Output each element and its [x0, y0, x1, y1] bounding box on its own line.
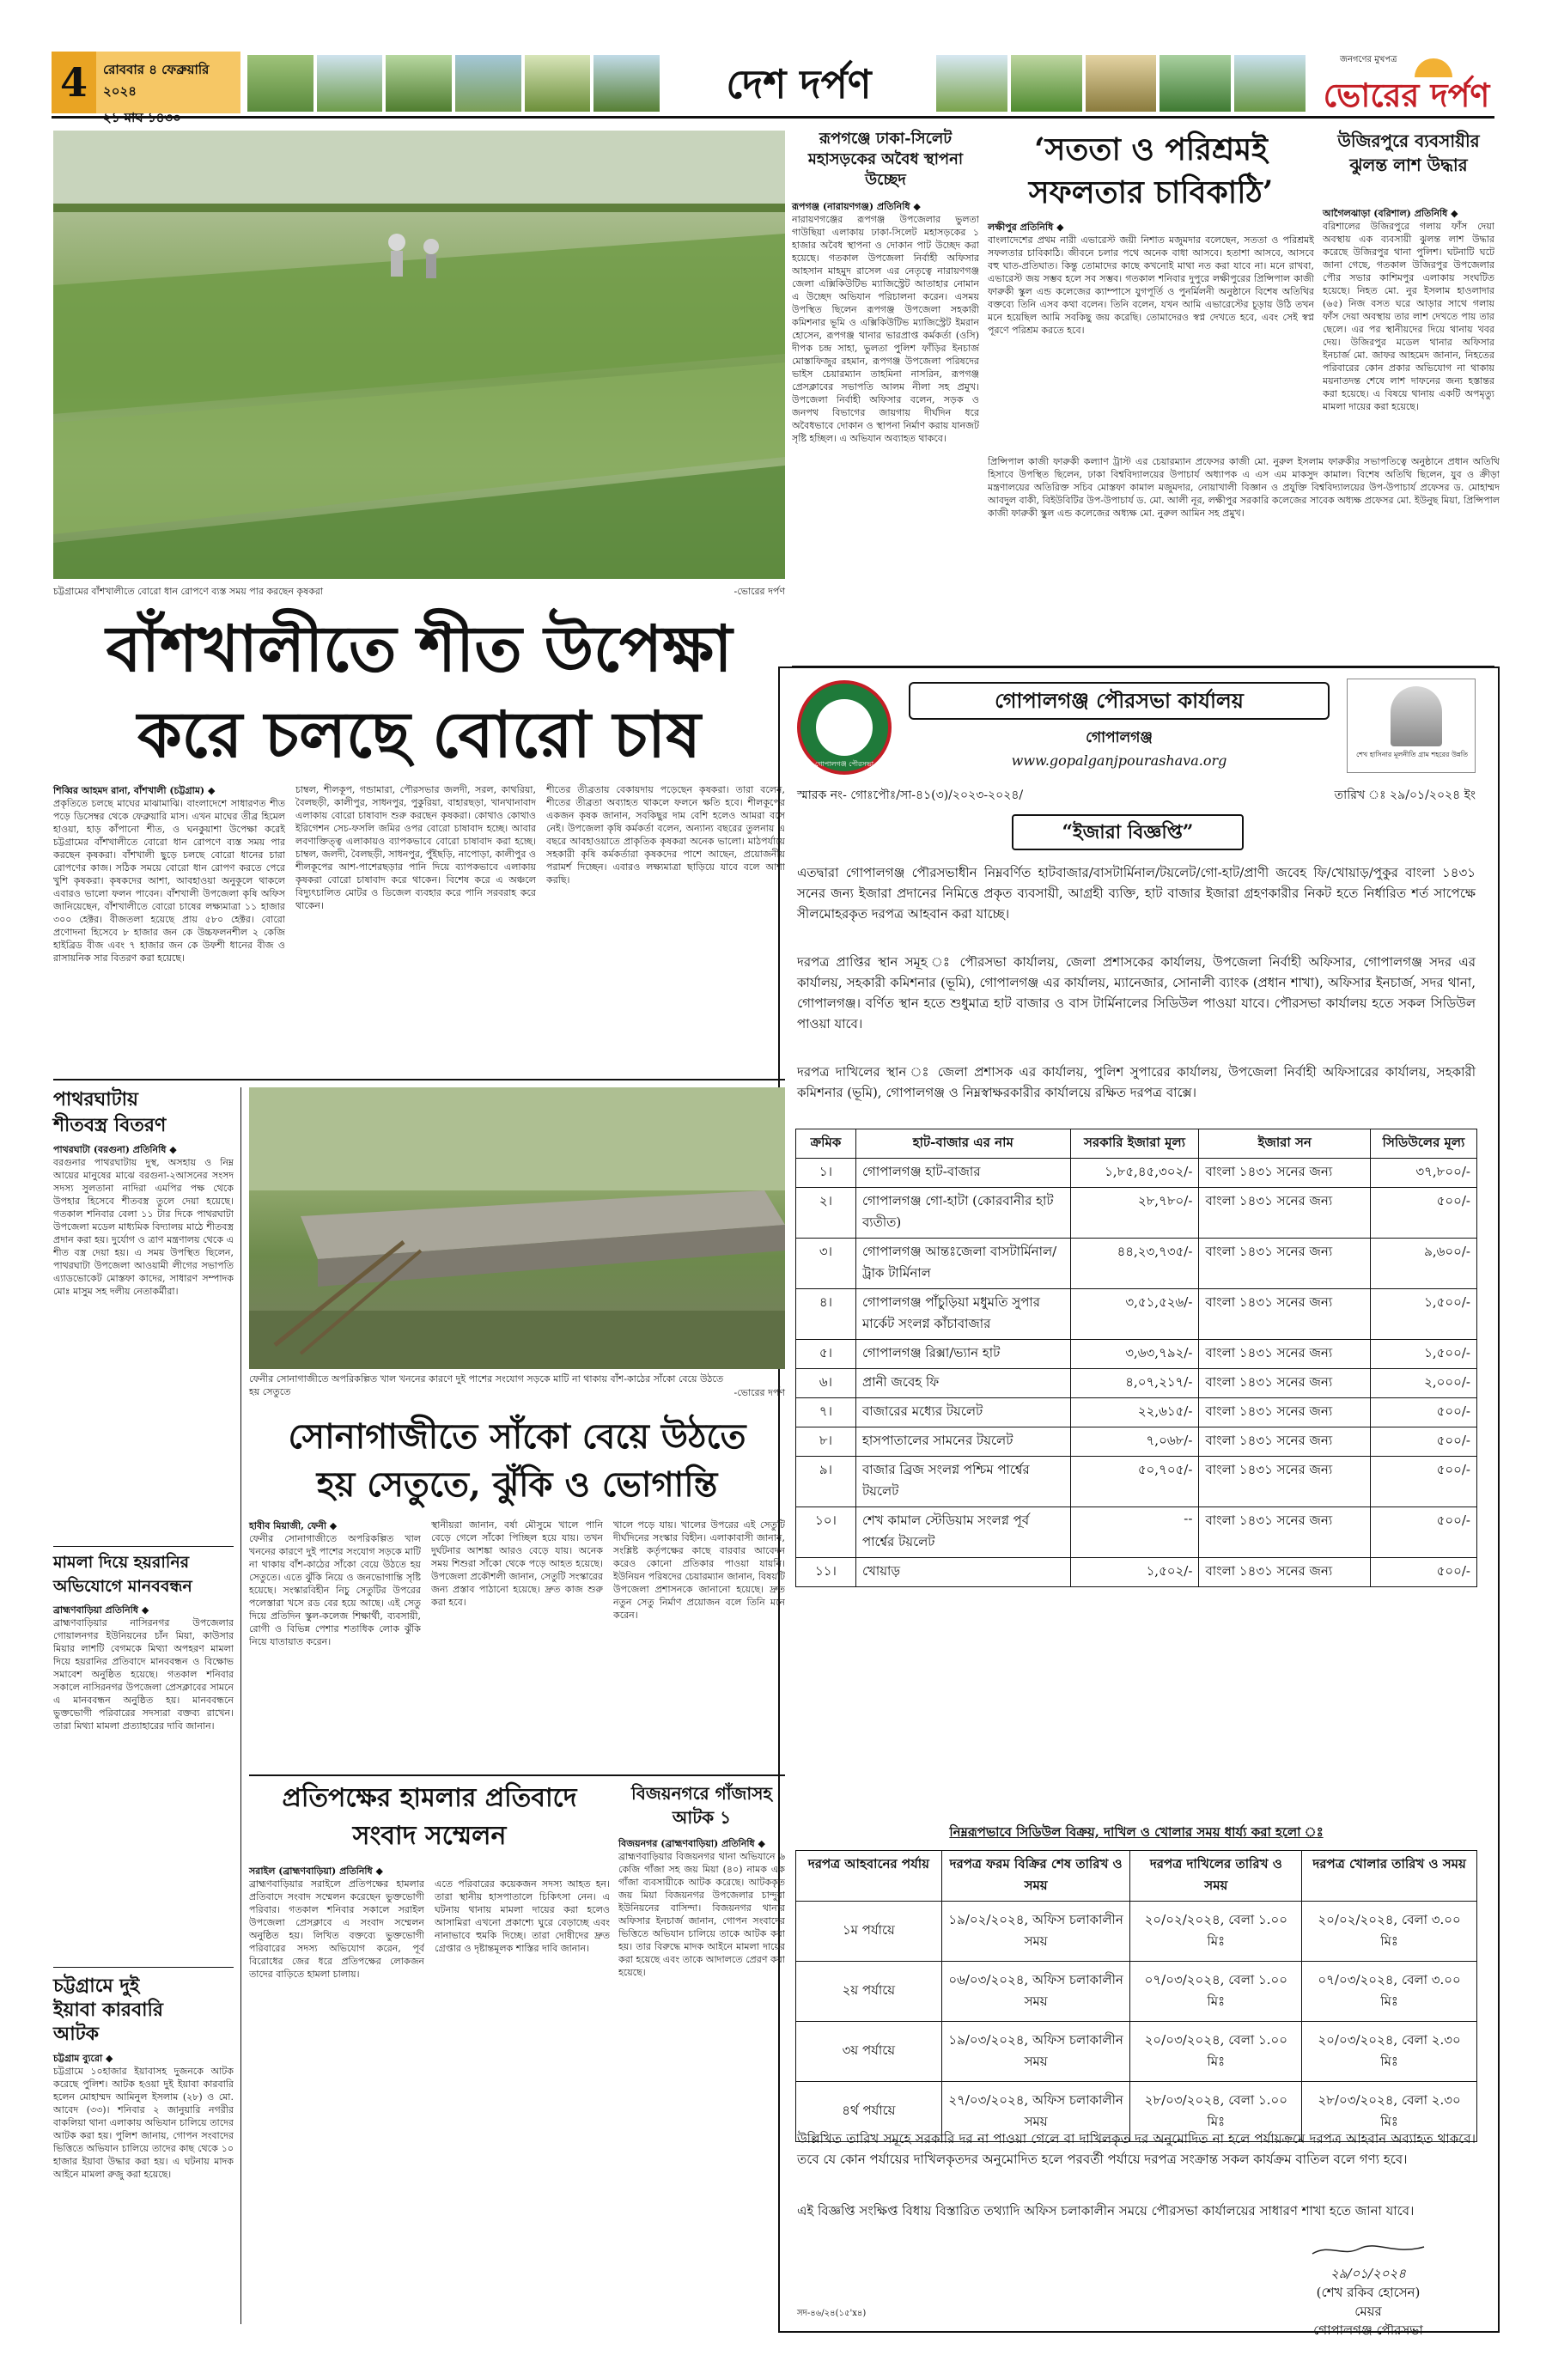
table-header-row: [796, 1129, 1477, 1159]
sotota-body-b: প্রিন্সিপাল কাজী ফারুকী কল্যাণ ট্রাস্ট এর চেয়ারম্যান প্রফেসর কাজী মো. নুরুল ইসলাম ফারুকীর সভাপতিত্বে অনুষ্ঠানে প্রধান অতিথি হিসাবে উপস্থিত ছিলেন, ঢাকা বিশ্ববিদ্যালয়ের উপাচার্য অধ্যাপক এ এস এম মাকসুদ কামাল। বিশেষ অতিথি ছিলেন, যুব ও ক্রীড়া মন্ত্রণালয়ের অতিরিক্ত সচিব মোস্তফা কামাল মজুমদার, নোয়াখালী বিজ্ঞান ও প্রযুক্তি বিশ্ববিদ্যালয়ের উপ-উপাচার্য প্রফেসর ড. মোহাম্মদ আবদুল বাকী, বিইউবিটির উপ-উপাচার্য ড. মো. আলী নূর, লক্ষীপুর সরকারি কলেজের সাবেক অধ্যক্ষ প্রফেসর মো. ইউনুছ মিয়া, প্রিন্সিপাল কাজী ফারুকী স্কুল এন্ড কলেজের অধ্যক্ষ মো. নুরুল আমিন সহ প্রমুখ।: [988, 456, 1500, 519]
table-cell: ৩য় পর্যায়ে: [796, 2022, 942, 2082]
sonagazi-photo-credit: -ভোরের দর্পণ: [733, 1387, 785, 1398]
protipokkho-headline-line1: প্রতিপক্ষের হামলার প্রতিবাদে: [282, 1783, 577, 1813]
sonagazi-headline-line1: সোনাগাজীতে সাঁকো বেয়ে উঠতে: [288, 1416, 746, 1457]
ujirpur-headline: উজিরপুরে ব্যবসায়ীর ঝুলন্ত লাশ উদ্ধার: [1337, 131, 1480, 175]
paper-logo: [1318, 65, 1494, 112]
table-cell: ২২,৬১৫/-: [1070, 1398, 1199, 1427]
tagline: জনগণের মুখপত্র: [1340, 55, 1397, 64]
sonagazi-body-col1: ফেনীর সোনাগাজীতে অপরিকল্পিত খাল খননের কারণে দুই পাশের সংযোগ সড়কে মাটি না থাকায় বাঁশ-কাঠের সাঁকো বেয়ে উঠতে হয় সেতুতে। এতে ঝুঁকি নিয়ে ও জনভোগান্তি সৃষ্টি হয়েছে। সংস্কারবিহীন নিচু সেতুটির উপরের পলেস্তারা খসে রড বের হয়ে আছে। এই সেতু দিয়ে প্রতিদিন স্কুল-কলেজ শিক্ষার্থী, ব্যবসায়ী, রোগী ও বিভিন্ন পেশার শতাধিক লোক ঝুঁকি নিয়ে যাতায়াত করেন।: [249, 1533, 421, 1647]
col-header: ইজারা সন: [1199, 1129, 1371, 1159]
table-cell: বাংলা ১৪৩১ সনের জন্য: [1199, 1457, 1371, 1507]
table-cell: ৫০০/-: [1371, 1507, 1477, 1558]
signer-org: গোপালগঞ্জ পৌরসভা: [1313, 2322, 1423, 2338]
pathorghata-body: বরগুনার পাথরঘাটায় দুস্থ, অসহায় ও নিম্ন আয়ের মানুষের মাঝে বরগুনা-২আসনের সংসদ সদস্য সুলতানা নাদিরা এমপির পক্ষ থেকে উপহার হিসেবে শীতবস্ত্র তুলে দেয়া হয়েছে। গতকাল শনিবার বেলা ১১ টার দিকে পাথরঘাটা উপজেলা মডেল মাধ্যমিক বিদ্যালয় মাঠে শীতবস্ত্র প্রদান করা হয়। দুর্যোগ ও ত্রাণ মন্ত্রণালয় থেকে এ শীত বস্ত্র দেয়া হয়। এ সময় উপস্থিত ছিলেন, পাথরঘাটা উপজেলা আওয়ামী লীগের সভাপতি এ্যাডভোকেট মোস্তফা কাদের, সাধারণ সম্পাদক মোঃ মাসুম সহ দলীয় নেতাকর্মীরা।: [53, 1157, 234, 1297]
table-cell: ৫০০/-: [1371, 1558, 1477, 1587]
rice-field-illustration: [53, 131, 785, 579]
signer-name: (শেখ রকিব হোসেন): [1316, 2285, 1421, 2300]
table-cell: ৪।: [796, 1289, 856, 1340]
table-cell: ১০।: [796, 1507, 856, 1558]
table-cell: ৭।: [796, 1398, 856, 1427]
divider: [249, 1774, 785, 1776]
table-cell: ৩,৬৩,৭৯২/-: [1070, 1340, 1199, 1369]
protipokkho-body-col1: ব্রাহ্মণবাড়িয়ার সরাইলে প্রতিপক্ষের হামলার প্রতিবাদে সংবাদ সম্মেলন করেছেন ভুক্তভোগী পরিবার। গতকাল শনিবার সকালে সরাইল উপজেলা প্রেসক্লাবে এ সংবাদ সম্মেলন অনুষ্ঠিত হয়। লিখিত বক্তব্যে ভুক্তভোগী পরিবারের সদস্য অভিযোগ করেন, পূর্ব বিরোধের জের ধরে প্রতিপক্ষের লোকজন তাদের বাড়িতে হামলা চালায়।: [249, 1878, 424, 1980]
table-cell: ২৮,৭৮০/-: [1070, 1188, 1199, 1239]
tender-places: দরপত্র প্রাপ্তির স্থান সমূহ ঃ পৌরসভা কার্যালয়, জেলা প্রশাসকের কার্যালয়, উপজেলা নির্বাহী অফিসার, গোপালগঞ্জ সদর এর কার্যালয়, সহকারী কমিশনার (ভূমি), গোপালগঞ্জ এর কার্যালয়, ম্যানেজার, সোনালী ব্যাংক (প্রধান শাখা), অফিসার ইনচার্জ, সদর থানা, গোপালগঞ্জ। বর্ণিত স্থান হতে শুধুমাত্র হাট বাজার ও বাস টার্মিনালের সিডিউল পাওয়া যাবে। পৌরসভা কার্যালয় হতে সকল সিডিউল পাওয়া যাবে।: [797, 954, 1476, 1032]
table-cell: গোপালগঞ্জ পাঁচুড়িয়া মধুমতি সুপার মার্কেট সংলগ্ন কাঁচাবাজার: [855, 1289, 1070, 1340]
sonagazi-body-col3: খালে পড়ে যায়। খালের উপরের এই সেতুটি দীর্ঘদিনের সংস্কার বিহীন। এলাকাবাসী জানান, সংশ্লিষ্ট কর্তৃপক্ষের কাছে বারবার আবেদন করেও কোনো প্রতিকার পাওয়া যায়নি। ইউনিয়ন পরিষদের চেয়ারম্যান জানান, বিষয়টি উপজেলা প্রশাসনকে জানানো হয়েছে। দ্রুত নতুন সেতু নির্মাণ প্রয়োজন বলে তিনি মনে করেন।: [613, 1519, 785, 1621]
table-cell: ২৭/০৩/২০২৪, অফিস চলাকালীন সময়: [941, 2082, 1130, 2142]
table-cell: বাজার ব্রিজ সংলগ্ন পশ্চিম পার্শ্বের টয়লেট: [855, 1457, 1070, 1507]
sotota-headline-line2: সফলতার চাবিকাঠি’: [1028, 174, 1274, 210]
table-cell: ৫০০/-: [1371, 1457, 1477, 1507]
lead-photo: [53, 131, 785, 579]
table-row: [796, 1427, 1477, 1457]
table-cell: ৫০০/-: [1371, 1427, 1477, 1457]
table-cell: বাংলা ১৪৩১ সনের জন্য: [1199, 1398, 1371, 1427]
table-row: [796, 1289, 1477, 1340]
pathorghata-byline: পাথরঘাটা (বরগুনা) প্রতিনিধি ◆: [53, 1144, 177, 1155]
table-cell: ০৬/০৩/২০২৪, অফিস চলাকালীন সময়: [941, 1962, 1130, 2022]
table-cell: ৯।: [796, 1457, 856, 1507]
ctg-byline: চট্টগ্রাম ব্যুরো ◆: [53, 2053, 113, 2064]
hat-bazar-table: [795, 1129, 1477, 1587]
col-header: দরপত্র খোলার তারিখ ও সময়: [1302, 1851, 1477, 1902]
date-line: রোববার ৪ ফেব্রুয়ারি ২০২৪: [103, 62, 210, 99]
sotota-byline: লক্ষীপুর প্রতিনিধি ◆: [988, 222, 1064, 233]
table-cell: বাজারের মধ্যের টয়লেট: [855, 1398, 1070, 1427]
col-header: হাট-বাজার এর নাম: [855, 1129, 1070, 1159]
table-cell: ০৭/০৩/২০২৪, বেলা ৩.০০ মিঃ: [1302, 1962, 1477, 2022]
portrait-panel: [1347, 679, 1476, 773]
table-cell: খোয়াড়: [855, 1558, 1070, 1587]
sonagazi-body-col2: স্থানীয়রা জানান, বর্ষা মৌসুমে খালে পানি বেড়ে গেলে সাঁকো পিচ্ছিল হয়ে যায়। তখন দুর্ঘটনার আশঙ্কা আরও বেড়ে যায়। অনেক সময় শিশুরা সাঁকো থেকে পড়ে আহত হয়েছে। উপজেলা প্রকৌশলী জানান, সেতুটি সংস্কারের জন্য প্রস্তাব পাঠানো হয়েছে। দ্রুত কাজ শুরু করা হবে।: [431, 1519, 603, 1608]
table-cell: ৬।: [796, 1369, 856, 1398]
bangla-date: ২১ মাঘ ১৪৩০: [103, 110, 181, 125]
col-header: সরকারি ইজারা মূল্য: [1070, 1129, 1199, 1159]
table-cell: ৯,৬০০/-: [1371, 1239, 1477, 1289]
col-header: দরপত্র আহবানের পর্যায়: [796, 1851, 942, 1902]
table-cell: বাংলা ১৪৩১ সনের জন্য: [1199, 1340, 1371, 1369]
table-cell: গোপালগঞ্জ হাট-বাজার: [855, 1159, 1070, 1188]
table-cell: বাংলা ১৪৩১ সনের জন্য: [1199, 1507, 1371, 1558]
table-cell: বাংলা ১৪৩১ সনের জন্য: [1199, 1159, 1371, 1188]
mamla-headline-line2: অভিযোগে মানববন্ধন: [53, 1577, 192, 1596]
table-cell: ২,০০০/-: [1371, 1369, 1477, 1398]
table-cell: ৩।: [796, 1239, 856, 1289]
table-cell: ২।: [796, 1188, 856, 1239]
table-cell: ৭,০৬৮/-: [1070, 1427, 1199, 1457]
table-cell: ৫০০/-: [1371, 1188, 1477, 1239]
submission-places: দরপত্র দাখিলের স্থান ঃ জেলা প্রশাসক এর কার্যালয়, পুলিশ সুপারের কার্যালয়, উপজেলা নির্বাহী অফিসারের কার্যালয়, সহকারী কমিশনার (ভূমি), গোপালগঞ্জ ও নিম্নস্বাক্ষরকারীর কার্যালয়ে রক্ষিত দরপত্র বাক্সে।: [797, 1064, 1476, 1100]
notice-title-box: [1012, 814, 1244, 850]
table-cell: ৮।: [796, 1427, 856, 1457]
table-cell: ৩,৫১,৫২৬/-: [1070, 1289, 1199, 1340]
rupganj-byline: রূপগঞ্জ (নারায়ণগঞ্জ) প্রতিনিধি ◆: [792, 201, 921, 212]
mamla-body: ব্রাহ্মণবাড়িয়ার নাসিরনগর উপজেলার গোয়ালনগর ইউনিয়নের চাঁন মিয়া, কাউসার মিয়ার লাশটি বেগমকে মিথ্যা অপহরণ মামলা দিয়ে হয়রানির প্রতিবাদে মানববন্ধন ও বিক্ষোভ সমাবেশ অনুষ্ঠিত হয়েছে। গতকাল শনিবার সকালে নাসিরনগর উপজেলা প্রেসক্লাবের সামনে এ মানববন্ধন অনুষ্ঠিত হয়। মানববন্ধনে ভুক্তভোগী পরিবারের সদস্যরা বক্তব্য রাখেন। তারা মিথ্যা মামলা প্রত্যাহারের দাবি জানান।: [53, 1617, 234, 1732]
masthead: [52, 52, 1494, 125]
ad-code: সদ-৪৬/২৪(১৫'x৪): [797, 2309, 867, 2318]
table-cell: বাংলা ১৪৩১ সনের জন্য: [1199, 1188, 1371, 1239]
page-number-box: [52, 52, 96, 113]
protipokkho-byline: সরাইল (ব্রাহ্মণবাড়িয়া) প্রতিনিধি ◆: [249, 1866, 384, 1877]
bijoynagar-byline: বিজয়নগর (ব্রাহ্মণবাড়িয়া) প্রতিনিধি ◆: [618, 1838, 765, 1849]
bijoynagar-headline-line2: আটক ১: [672, 1807, 732, 1828]
bijoynagar-body: ব্রাহ্মণবাড়িয়ার বিজয়নগর থানা অভিযানে ৬ কেজি গাঁজা সহ জয় মিয়া (৪০) নামক এক গাঁজা ব্যবসায়ীকে আটক করেছে। আটককৃত জয় মিয়া বিজয়নগর উপজেলার চান্দুরা ইউনিয়নের বাসিন্দা। বিজয়নগর থানার অফিসার ইনচার্জ জানান, গোপন সংবাদের ভিত্তিতে অভিযান চালিয়ে তাকে আটক করা হয়। তার বিরুদ্ধে মাদক আইনে মামলা দায়ের করা হয়েছে এবং তাকে আদালতে প্রেরণ করা হয়েছে।: [618, 1851, 785, 1978]
table-cell: ১,৮৫,৪৫,৩০২/-: [1070, 1159, 1199, 1188]
lead-body-col3: শীতের তীব্রতায় বেকায়দায় পড়েছেন কৃষকরা। তারা বলেন, শীতের তীব্রতা অব্যাহত থাকলে ফলনে ক্ষতি হবে। শীলকূপের একজন কৃষক জানান, সবকিছুর দাম বেশি হলেও আমরা বসে নেই। উপজেলা কৃষি কর্মকর্তা বলেন, অন্যান্য বছরের তুলনায় এ বছরে আবহাওয়াতে প্রাকৃতিক কৃষকরা অনেক ভালো। মাঠপর্যায়ে সহকারী কৃষি কর্মকর্তারা কৃষকদের পাশে আছেন, প্রয়োজনীয় পরামর্শ দিচ্ছেন। এবারও লক্ষ্যমাত্রা ছাড়িয়ে যাবে বলে আশা করছি।: [546, 784, 785, 886]
lead-photo-caption: চট্টগ্রামের বাঁশখালীতে বোরো ধান রোপণে ব্যস্ত সময় পার করছেন কৃষকরা: [53, 586, 324, 597]
divider: [53, 1967, 234, 1968]
ctg-body: চট্টগ্রামে ১০হাজার ইয়াবাসহ দুজনকে আটক করেছে পুলিশ। আটক হওয়া দুই ইয়াবা কারবারি হলেন মোহাম্মদ আমিনুল ইসলাম (২৮) ও মো. আবেদ (৩৩)। শনিবার ২ জানুয়ারি নগরীর বাকলিয়া থানা এলাকায় অভিযান চালিয়ে তাদের আটক করা হয়। পুলিশ জানায়, গোপন সংবাদের ভিত্তিতে অভিযান চালিয়ে তাদের কাছ থেকে ১০ হাজার ইয়াবা উদ্ধার করা হয়। এ ঘটনায় মাদক আইনে মামলা রুজু করা হয়েছে।: [53, 2066, 234, 2180]
schedule-title: নিম্নরূপভাবে সিডিউল বিক্রয়, দাখিল ও খোলার সময় ধার্য্য করা হলো ঃ: [949, 1824, 1324, 1840]
table-cell: ২০/০২/২০২৪, বেলা ১.০০ মিঃ: [1130, 1902, 1302, 1962]
memo-number: স্মারক নং- গোঃপৌঃ/সা-৪১(৩)/২০২৩-২০২৪/: [797, 788, 1024, 802]
col-header: ক্রমিক: [796, 1129, 856, 1159]
table-cell: ২৮/০৩/২০২৪, বেলা ১.০০ মিঃ: [1130, 2082, 1302, 2142]
sotota-body-a: বাংলাদেশের প্রথম নারী এভারেস্ট জয়ী নিশাত মজুমদার বলেছেন, সততা ও পরিশ্রমই সফলতার চাবিকাঠি। জীবনে চলার পথে অনেক বাধা আসবে। হতাশা আসবে, আসবে বহু ঘাত-প্রতিঘাত। কিন্তু তোমাদের কাছে কখনোই মাথা নত করা যাবে না। মনে রাখবা, এভারেস্ট জয় সম্ভব হলে সব সম্ভব। গতকাল শনিবার দুপুরে লক্ষীপুরের প্রিন্সিপাল কাজী ফারুকী স্কুল এন্ড কলেজের ক্যাম্পাসে যুগপূর্তি ও পুনর্মিলনী অনুষ্ঠানে বিশেষ অতিথির বক্তব্যে তিনি এসব কথা বলেন। তিনি বলেন, যখন আমি এভারেস্টের চূড়ায় উঠি তখন মনে হয়েছিল আমি সবকিছু জয় করেছি। তোমাদেরও স্বপ্ন দেখতে হবে, এবং সেই স্বপ্ন পূরণে পরিশ্রম করতে হবে।: [988, 234, 1314, 336]
lead-headline-line1: বাঁশখালীতে শীত উপেক্ষা: [106, 612, 733, 686]
divider: [53, 1079, 785, 1080]
protipokkho-body-col2: এতে পরিবারের কয়েকজন সদস্য আহত হন। তারা স্থানীয় হাসপাতালে চিকিৎসা নেন। এ ঘটনায় থানায় মামলা দায়ের করা হলেও আসামিরা এখনো প্রকাশ্যে ঘুরে বেড়াচ্ছে এবং নানাভাবে হুমকি দিচ্ছে। তারা দোষীদের দ্রুত গ্রেপ্তার ও দৃষ্টান্তমূলক শাস্তির দাবি জানান।: [435, 1878, 610, 1954]
table-cell: ২০/০২/২০২৪, বেলা ৩.০০ মিঃ: [1302, 1902, 1477, 1962]
rupganj-headline: রূপগঞ্জে ঢাকা-সিলেট মহাসড়কের অবৈধ স্থাপনা উচ্ছেদ: [807, 130, 964, 189]
rupganj-body: নারায়ণগঞ্জের রূপগঞ্জ উপজেলার ভুলতা গাউছিয়া এলাকায় ঢাকা-সিলেট মহাসড়কের ১ হাজার অবৈধ স্থাপনা ও দোকান পাট উচ্ছেদ করা হয়েছে। গতকাল উপজেলা নির্বাহী অফিসার আহসান মাহমুদ রাসেল এর নেতৃত্বে নারায়ণগঞ্জ জেলা এক্সিকিউটিভ ম্যাজিস্ট্রেট আতাহার নোমান এ উচ্ছেদ অভিযান পরিচালনা করেন। এসময় উপস্থিত ছিলেন রূপগঞ্জ উপজেলা সহকারী কমিশনার ভূমি ও এক্সিকিউটিভ ম্যাজিস্ট্রেট ইমরান হোসেন, রূপগঞ্জ থানার ভারপ্রাপ্ত কর্মকর্তা (ওসি) দীপক চন্দ্র সাহা, ভুলতা পুলিশ ফাঁড়ির ইনচার্জ মোস্তাফিজুর রহমান, রূপগঞ্জ উপজেলা পরিষদের ভাইস চেয়ারম্যান তাহমিনা নাসরিন, রূপগঞ্জ প্রেসক্লাবের সভাপতি আলম নীলা সহ প্রমুখ। উপজেলা নির্বাহী অফিসার বলেন, সড়ক ও জনপথ বিভাগের জায়গায় দীর্ঘদিন ধরে অবৈধভাবে দোকান ও স্থাপনা নির্মাণ করায় যানজট সৃষ্টি হচ্ছিল। এ অভিযান অব্যাহত থাকবে।: [792, 214, 979, 444]
office-title-box: [909, 682, 1330, 720]
table-row: [796, 1558, 1477, 1587]
col-header: দরপত্র ফরম বিক্রির শেষ তারিখ ও সময়: [941, 1851, 1130, 1902]
table-cell: বাংলা ১৪৩১ সনের জন্য: [1199, 1369, 1371, 1398]
website[interactable]: www.gopalganjpourashava.org: [1011, 752, 1227, 769]
pathorghata-headline-line2: শীতবস্ত্র বিতরণ: [53, 1114, 167, 1136]
table-row: [796, 2022, 1477, 2082]
section-title: দেশ দর্পণ: [726, 61, 872, 107]
municipality-logo: [797, 680, 892, 775]
signature-date: ২৯/০১/২০২৪: [1330, 2266, 1407, 2281]
table-cell: ৫০০/-: [1371, 1398, 1477, 1427]
table-cell: ৪র্থ পর্যায়ে: [796, 2082, 942, 2142]
notice-title: “ইজারা বিজ্ঞপ্তি”: [1062, 821, 1194, 843]
date-box: [96, 52, 240, 125]
office-title: গোপালগঞ্জ পৌরসভা কার্যালয়: [995, 688, 1244, 713]
table-cell: ২য় পর্যায়ে: [796, 1962, 942, 2022]
sonagazi-byline: হাবীব মিয়াজী, ফেনী ◆: [249, 1520, 338, 1531]
mamla-byline: ব্রাহ্মণবাড়িয়া প্রতিনিধি ◆: [53, 1604, 149, 1616]
sonagazi-photo: [249, 1087, 785, 1369]
lead-headline-line2: করে চলছে বোরো চাষ: [137, 698, 701, 772]
signature-icon: [1308, 2242, 1428, 2259]
table-row: [796, 1369, 1477, 1398]
bridge-illustration: [249, 1087, 785, 1369]
table-row: [796, 1188, 1477, 1239]
table-cell: বাংলা ১৪৩১ সনের জন্য: [1199, 1289, 1371, 1340]
table-row: [796, 1340, 1477, 1369]
table-cell: ৩৭,৮০০/-: [1371, 1159, 1477, 1188]
table-row: [796, 1902, 1477, 1962]
table-row: [796, 1457, 1477, 1507]
sonagazi-headline-line2: হয় সেতুতে, ঝুঁকি ও ভোগান্তি: [316, 1464, 718, 1505]
protipokkho-headline-line2: সংবাদ সম্মেলন: [352, 1821, 507, 1851]
table-cell: শেখ কামাল স্টেডিয়াম সংলগ্ন পূর্ব পার্শ্বের টয়লেট: [855, 1507, 1070, 1558]
office-subtitle: গোপালগঞ্জ: [1086, 729, 1153, 746]
tender-notice: [778, 667, 1500, 2338]
ctg-headline-line2: ইয়াবা কারবারি: [53, 1999, 163, 2021]
masthead-photo-strip-left: [247, 55, 660, 112]
ctg-headline-line1: চট্টগ্রামে দুই: [53, 1975, 140, 1997]
table-cell: গোপালগঞ্জ আন্তঃজেলা বাসটার্মিনাল/ ট্রাক টার্মিনাল: [855, 1239, 1070, 1289]
footer-note-2: এই বিজ্ঞপ্তি সংক্ষিপ্ত বিধায় বিস্তারিত তথ্যাদি অফিস চলাকালীন সময়ে পৌরসভা কার্যালয়ের সাধারণ শাখা হতে জানা যাবে।: [797, 2203, 1415, 2219]
table-cell: গোপালগঞ্জ গো-হাটা (কোরবানীর হাট ব্যতীত): [855, 1188, 1070, 1239]
signature-block: [1261, 2242, 1476, 2340]
ctg-headline-line3: আটক: [53, 2023, 100, 2045]
signer-role: মেয়র: [1354, 2304, 1382, 2319]
table-cell: --: [1070, 1507, 1199, 1558]
table-row: [796, 1239, 1477, 1289]
table-cell: ১১।: [796, 1558, 856, 1587]
masthead-photo-strip-right: [936, 55, 1306, 112]
col-header: সিডিউলের মূল্য: [1371, 1129, 1477, 1159]
table-header-row: [796, 1851, 1477, 1902]
table-cell: ১,৫০০/-: [1371, 1340, 1477, 1369]
table-cell: ১।: [796, 1159, 856, 1188]
lead-body-col2: চাম্বল, শীলকূপ, গন্ডামারা, পৌরসভার জলদী, সরল, কাথরিয়া, বৈলছড়ী, কালীপুর, সাধনপুর, পুকুরিয়া, বাহারছড়া, খানখানাবাদ এলাকায় বোরো চাষাবাদ শুরু করছেন কৃষকরা। কোথাও কোথাও ইরিগেশন সেচ-ফসলি জমির ওপর বোরো চাষাবাদ হচ্ছে। আবার লবণাক্তিত্ত্ব এলাকায়ও ব্যাপকভাবে বোরো চাষাবাদ করা হচ্ছে। চাম্বল, জলদী, বৈলছড়ী, সাধনপুর, পুঁইছড়ি, নাপোড়া, কালীপুর ও শীলকূপের আশ-পাশেরছড়ার পানি দিয়ে ব্যাপকভাবে এলাকায় কৃষকরা বোরো চাষাবাদ করে থাকেন। বিশেষ করে এ অঞ্চলে বিদ্যুৎচালিত মোটর ও ডিজেল ব্যবহার করে পানি সরবরাহ করে থাকেন।: [295, 784, 536, 911]
sonagazi-photo-caption: ফেনীর সোনাগাজীতে অপরিকল্পিত খাল খননের কারণে দুই পাশের সংযোগ সড়কে মাটি না থাকায় বাঁশ-কাঠের সাঁকো বেয়ে উঠতে হয় সেতুতে: [249, 1373, 724, 1397]
portrait-image: [1391, 686, 1442, 746]
table-row: [796, 1159, 1477, 1188]
table-row: [796, 1398, 1477, 1427]
footer-note-1: উল্লিখিত তারিখ সমূহে সরকারি দর না পাওয়া গেলে বা দাখিলকৃত দর অনুমোদিত না হলে পর্যায়ক্রমে দরপত্র আহবান অব্যাহত থাকবে। তবে যে কোন পর্যায়ের দাখিলকৃতদর অনুমোদিত হলে পরবর্তী পর্যায়ে দরপত্র সংক্রান্ত সকল কার্যক্রম বাতিল বলে গণ্য হবে।: [797, 2131, 1476, 2167]
table-cell: ২৮/০৩/২০২৪, বেলা ২.৩০ মিঃ: [1302, 2082, 1477, 2142]
lead-photo-credit: -ভোরের দর্পণ: [733, 586, 785, 597]
divider: [53, 1546, 234, 1547]
paper-name: ভোরের দর্পণ: [1323, 76, 1490, 114]
table-cell: বাংলা ১৪৩১ সনের জন্য: [1199, 1427, 1371, 1457]
memo-date: তারিখ ঃ ২৯/০১/২০২৪ ইং: [1334, 788, 1476, 802]
ujirpur-byline: আগৈলঝাড়া (বরিশাল) প্রতিনিধি ◆: [1323, 208, 1458, 219]
table-cell: ১,৫০২/-: [1070, 1558, 1199, 1587]
table-cell: গোপালগঞ্জ রিক্সা/ভ্যান হাট: [855, 1340, 1070, 1369]
page-number: 4: [59, 59, 88, 106]
table-cell: ০৭/০৩/২০২৪, বেলা ১.০০ মিঃ: [1130, 1962, 1302, 2022]
sotota-headline-line1: ‘সততা ও পরিশ্রমই: [1034, 131, 1268, 167]
table-cell: ১,৫০০/-: [1371, 1289, 1477, 1340]
logo-text: গোপালগঞ্জ পৌরসভা: [814, 760, 874, 768]
table-row: [796, 1962, 1477, 2022]
ujirpur-body: বরিশালের উজিরপুরে গলায় ফাঁস দেয়া অবস্থায় এক ব্যবসায়ী ঝুলন্ত লাশ উদ্ধার করেছে উজিরপুর থানা পুলিশ। ঘটনাটি ঘটে জানা গেছে, গতকাল উজিরপুর উপজেলার পৌর সভার কাশিমপুর এলাকায় সংঘটিত হয়েছে। নিহত মো. নুর ইসলাম হাওলাদার (৬৫) নিজ বসত ঘরে আড়ার সাথে গলায় ফাঁস দেয়া অবস্থায় তার লাশ দেখতে পায় তার ছেলে। এর পর স্থানীয়দের দিয়ে থানায় খবর দেয়। উজিরপুর মডেল থানার অফিসার ইনচার্জ মো. জাফর আহমেদ জানান, নিহতের পরিবারের কোন প্রকার অভিযোগ না থাকায় ময়নাতদন্ত শেষে লাশ দাফনের জন্য হস্তান্তর করা হয়েছে। এ বিষয়ে থানায় একটি অপমৃত্যু মামলা দায়ের করা হয়েছে।: [1323, 221, 1494, 412]
table-cell: ১ম পর্যায়ে: [796, 1902, 942, 1962]
lead-body-col1: প্রকৃতিতে চলছে মাঘের মাঝামাঝি। বাংলাদেশে সাধারণত শীত পড়ে ডিসেম্বর থেকে ফেব্রুয়ারি মাস। এখন মাঘের তীব্র হিমেল হাওয়া, হাড় কাঁপানো শীত, ও ঘনকুয়াশা উপেক্ষা করেই চট্টগ্রামের বাঁশখালীতে বোরো ধান রোপণে ব্যস্ত সময় পার করছেন কৃষকরা। বাঁশখালী ছুড়ে চলছে বোরো ধানের চারা রোপণের কাজ। সঠিক সময়ে বোরো ধান রোপণ করতে পেরে খুশি কৃষকরা। কৃষকদের আশা, আবহাওয়া অনুকূলে থাকলে এবারও ভালো ফলন পাবেন। বাঁশখালী উপজেলা কৃষি অফিস জানিয়েছেন, বাঁশখালীতে বোরো চাষের লক্ষ্যমাত্রা ১১ হাজার ৩০০ হেক্টর। বীজতলা হয়েছে প্রায় ৫৮০ হেক্টর। বোরো প্রণোদনা হিসেবে ৮ হাজার জন কে উচ্চফলনশীল ২ কেজি হাইব্রিড বীজ এবং ৭ হাজার জন কে উফশী ধানের বীজ ও রাসায়নিক সার বিতরণ করা হয়েছে।: [53, 798, 285, 964]
column-divider: [240, 1087, 241, 2324]
table-cell: বাংলা ১৪৩১ সনের জন্য: [1199, 1239, 1371, 1289]
table-cell: বাংলা ১৪৩১ সনের জন্য: [1199, 1558, 1371, 1587]
col-header: দরপত্র দাখিলের তারিখ ও সময়: [1130, 1851, 1302, 1902]
pathorghata-headline-line1: পাথরঘাটায়: [53, 1088, 138, 1111]
table-cell: প্রানী জবেহ ফি: [855, 1369, 1070, 1398]
schedule-table: [795, 1850, 1477, 2142]
table-cell: ৪,০৭,২১৭/-: [1070, 1369, 1199, 1398]
portrait-caption: শেখ হাসিনার মূলনীতি গ্রাম শহরের উন্নতি: [1355, 751, 1469, 758]
table-cell: হাসপাতালের সামনের টয়লেট: [855, 1427, 1070, 1457]
notice-intro: এতদ্বারা গোপালগঞ্জ পৌরসভাধীন নিম্নবর্ণিত হাটবাজার/বাসটার্মিনাল/টয়লেট/গো-হাট/প্রাণী জবেহ ফি/খোয়াড়/পুকুর বাংলা ১৪৩১ সনের জন্য ইজারা প্রদানের নিমিত্তে প্রকৃত ব্যবসায়ী, আগ্রহী ব্যক্তি, হাট বাজার ইজারা গ্রহণকারীর নিকট হতে নির্ধারিত শর্ত সাপেক্ষে সীলমোহরকৃত দরপত্র আহবান করা যাচ্ছে।: [797, 865, 1476, 922]
table-cell: ৫০,৭০৫/-: [1070, 1457, 1199, 1507]
table-cell: ২০/০৩/২০২৪, বেলা ২.৩০ মিঃ: [1302, 2022, 1477, 2082]
bijoynagar-headline-line1: বিজয়নগরে গাঁজাসহ: [631, 1783, 772, 1804]
table-cell: ১৯/০২/২০২৪, অফিস চলাকালীন সময়: [941, 1902, 1130, 1962]
table-cell: ৪৪,২৩,৭৩৫/-: [1070, 1239, 1199, 1289]
table-cell: ১৯/০৩/২০২৪, অফিস চলাকালীন সময়: [941, 2022, 1130, 2082]
table-row: [796, 1507, 1477, 1558]
lead-byline: শিব্বির আহমদ রানা, বাঁশখালী (চট্টগ্রাম) ◆: [53, 785, 216, 796]
table-cell: ৫।: [796, 1340, 856, 1369]
table-cell: ২০/০৩/২০২৪, বেলা ১.০০ মিঃ: [1130, 2022, 1302, 2082]
mamla-headline-line1: মামলা দিয়ে হয়রানির: [53, 1553, 190, 1572]
